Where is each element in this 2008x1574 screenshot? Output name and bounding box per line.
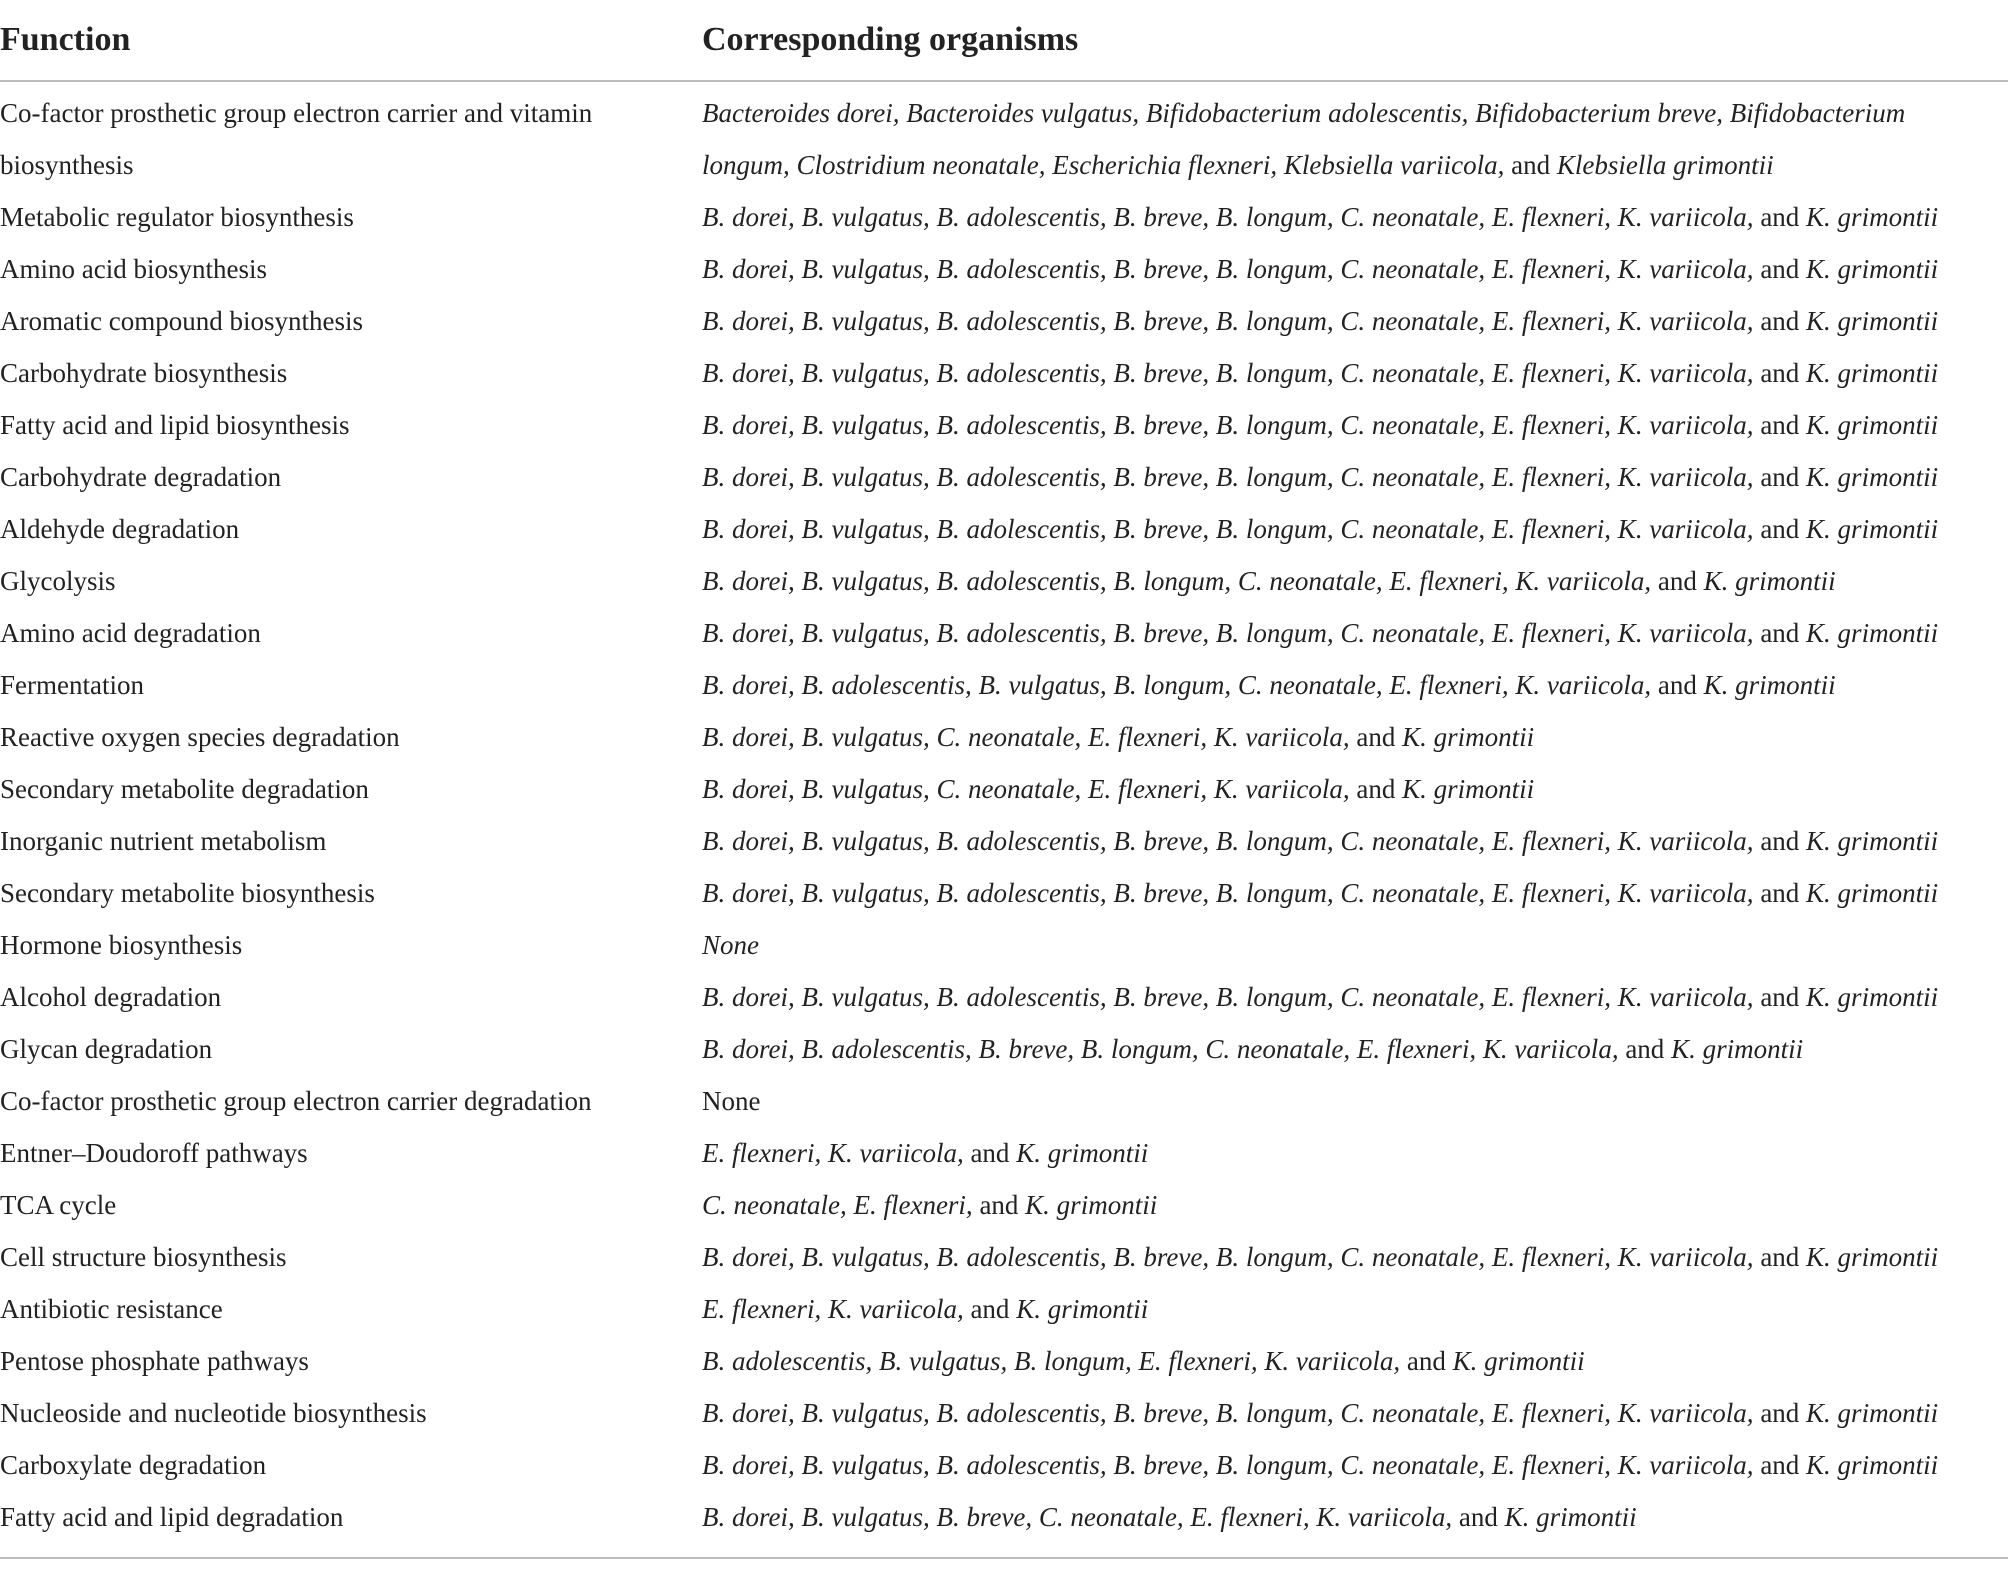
table-body — [0, 82, 2008, 1543]
conjunction: and — [1511, 150, 1551, 180]
organisms-list: E. flexneri, K. variicola, — [702, 1294, 964, 1324]
conjunction: and — [1760, 878, 1800, 908]
organisms-cell — [702, 1439, 2002, 1491]
conjunction: and — [1458, 1502, 1498, 1532]
organisms-list: C. neonatale, E. flexneri, — [702, 1190, 973, 1220]
function-cell: Entner–Doudoroff pathways — [0, 1138, 308, 1168]
column-header-function: Function — [0, 21, 131, 58]
function-cell: Fatty acid and lipid degradation — [0, 1502, 344, 1532]
table-row — [0, 659, 2008, 711]
organisms-cell — [702, 659, 2002, 711]
organisms-cell — [702, 815, 2002, 867]
table-row — [0, 1127, 2008, 1179]
organisms-list: B. dorei, B. adolescentis, B. breve, B. longum, C. neonatale, E. flexneri, K. variicola, — [702, 1034, 1619, 1064]
conjunction: and — [1760, 618, 1800, 648]
conjunction: and — [1760, 462, 1800, 492]
conjunction: and — [1657, 566, 1697, 596]
function-cell: Pentose phosphate pathways — [0, 1346, 309, 1376]
organisms-list: B. dorei, B. adolescentis, B. vulgatus, B. longum, C. neonatale, E. flexneri, K. variicola, — [702, 670, 1652, 700]
organisms-last: K. grimontii — [1806, 878, 1939, 908]
organisms-cell — [702, 1075, 2002, 1127]
table-row — [0, 347, 2008, 399]
conjunction: and — [970, 1138, 1010, 1168]
organisms-list: B. dorei, B. vulgatus, B. adolescentis, B. breve, B. longum, C. neonatale, E. flexneri, K. variicola, — [702, 202, 1754, 232]
conjunction: and — [1760, 826, 1800, 856]
function-cell: Secondary metabolite degradation — [0, 774, 369, 804]
function-cell: Secondary metabolite biosynthesis — [0, 878, 375, 908]
table-row — [0, 243, 2008, 295]
table-row — [0, 711, 2008, 763]
organisms-none: None — [702, 930, 759, 960]
conjunction: and — [1760, 202, 1800, 232]
organisms-cell — [702, 451, 2002, 503]
organisms-list: B. dorei, B. vulgatus, B. adolescentis, B. breve, B. longum, C. neonatale, E. flexneri, K. variicola, — [702, 1242, 1754, 1272]
organisms-last: K. grimontii — [1806, 514, 1939, 544]
function-cell: Reactive oxygen species degradation — [0, 722, 400, 752]
conjunction: and — [1760, 1242, 1800, 1272]
conjunction: and — [1356, 722, 1396, 752]
conjunction: and — [1760, 358, 1800, 388]
conjunction: and — [1760, 254, 1800, 284]
organisms-last: K. grimontii — [1806, 410, 1939, 440]
organisms-list: B. dorei, B. vulgatus, B. adolescentis, B. breve, B. longum, C. neonatale, E. flexneri, K. variicola, — [702, 826, 1754, 856]
organisms-cell — [702, 867, 2002, 919]
organisms-last: K. grimontii — [1806, 202, 1939, 232]
organisms-cell — [702, 1491, 2002, 1543]
function-cell: Fermentation — [0, 670, 144, 700]
table-bottom-rule — [0, 1557, 2008, 1559]
organisms-list: B. dorei, B. vulgatus, B. adolescentis, B. longum, C. neonatale, E. flexneri, K. variicola, — [702, 566, 1652, 596]
organisms-cell — [702, 295, 2002, 347]
function-cell: Carbohydrate biosynthesis — [0, 358, 288, 388]
organisms-last: K. grimontii — [1016, 1138, 1149, 1168]
organisms-list: longum, Clostridium neonatale, Escherichia flexneri, Klebsiella variicola, — [702, 150, 1505, 180]
organisms-last: K. grimontii — [1806, 358, 1939, 388]
organisms-cell — [702, 191, 2002, 243]
organisms-list: B. adolescentis, B. vulgatus, B. longum, E. flexneri, K. variicola, — [702, 1346, 1401, 1376]
organisms-cell — [702, 607, 2002, 659]
conjunction: and — [1760, 1450, 1800, 1480]
organisms-last: K. grimontii — [1806, 1242, 1939, 1272]
organisms-cell — [702, 87, 2002, 191]
function-cell: Antibiotic resistance — [0, 1294, 223, 1324]
function-cell: TCA cycle — [0, 1190, 117, 1220]
organisms-last: K. grimontii — [1504, 1502, 1637, 1532]
organisms-cell — [702, 1127, 2002, 1179]
table-row — [0, 1179, 2008, 1231]
organisms-list: Bacteroides dorei, Bacteroides vulgatus, Bifidobacterium adolescentis, Bifidobacterium breve, Bifidobacterium — [702, 98, 1906, 128]
organisms-last: K. grimontii — [1806, 1398, 1939, 1428]
organisms-last: Klebsiella grimontii — [1556, 150, 1774, 180]
table-row — [0, 555, 2008, 607]
function-cell: Hormone biosynthesis — [0, 930, 243, 960]
table-row — [0, 399, 2008, 451]
organisms-last: K. grimontii — [1016, 1294, 1149, 1324]
table-row — [0, 1335, 2008, 1387]
organisms-cell — [702, 919, 2002, 971]
organisms-last: K. grimontii — [1402, 774, 1535, 804]
organisms-last: K. grimontii — [1806, 826, 1939, 856]
organisms-list: B. dorei, B. vulgatus, B. adolescentis, B. breve, B. longum, C. neonatale, E. flexneri, K. variicola, — [702, 254, 1754, 284]
organisms-list: B. dorei, B. vulgatus, B. adolescentis, B. breve, B. longum, C. neonatale, E. flexneri, K. variicola, — [702, 618, 1754, 648]
organisms-cell — [702, 763, 2002, 815]
function-cell: Cell structure biosynthesis — [0, 1242, 287, 1272]
table-row — [0, 503, 2008, 555]
organisms-cell — [702, 1283, 2002, 1335]
organisms-last: K. grimontii — [1806, 1450, 1939, 1480]
organisms-list: B. dorei, B. vulgatus, B. adolescentis, B. breve, B. longum, C. neonatale, E. flexneri, K. variicola, — [702, 462, 1754, 492]
organisms-none: None — [702, 1086, 761, 1116]
table-row — [0, 867, 2008, 919]
organisms-cell — [702, 1023, 2002, 1075]
conjunction: and — [1760, 410, 1800, 440]
function-cell: Alcohol degradation — [0, 982, 222, 1012]
organisms-last: K. grimontii — [1806, 618, 1939, 648]
function-cell: Carbohydrate degradation — [0, 462, 282, 492]
organisms-list: B. dorei, B. vulgatus, B. adolescentis, B. breve, B. longum, C. neonatale, E. flexneri, K. variicola, — [702, 358, 1754, 388]
table-row — [0, 87, 2008, 191]
function-cell: Co-factor prosthetic group electron carrier and vitamin biosynthesis — [0, 98, 593, 180]
organisms-cell — [702, 347, 2002, 399]
function-cell: Co-factor prosthetic group electron carrier degradation — [0, 1086, 592, 1116]
function-cell: Metabolic regulator biosynthesis — [0, 202, 354, 232]
table-row — [0, 1023, 2008, 1075]
table-row — [0, 1283, 2008, 1335]
table-row — [0, 815, 2008, 867]
conjunction: and — [1625, 1034, 1665, 1064]
table-row — [0, 763, 2008, 815]
organisms-cell — [702, 555, 2002, 607]
table-row — [0, 1231, 2008, 1283]
organisms-list: B. dorei, B. vulgatus, B. adolescentis, B. breve, B. longum, C. neonatale, E. flexneri, K. variicola, — [702, 982, 1754, 1012]
organisms-cell — [702, 1335, 2002, 1387]
organisms-cell — [702, 711, 2002, 763]
function-cell: Fatty acid and lipid biosynthesis — [0, 410, 350, 440]
function-cell: Glycan degradation — [0, 1034, 213, 1064]
conjunction: and — [1657, 670, 1697, 700]
table-header — [0, 0, 2008, 82]
table-row — [0, 971, 2008, 1023]
organisms-last: K. grimontii — [1703, 566, 1836, 596]
organisms-cell — [702, 971, 2002, 1023]
organisms-cell — [702, 1179, 2002, 1231]
organisms-last: K. grimontii — [1806, 254, 1939, 284]
table-row — [0, 295, 2008, 347]
organisms-last: K. grimontii — [1671, 1034, 1804, 1064]
column-header-organisms: Corresponding organisms — [702, 21, 1079, 58]
table-row — [0, 1387, 2008, 1439]
table-row — [0, 451, 2008, 503]
conjunction: and — [979, 1190, 1019, 1220]
organisms-list: B. dorei, B. vulgatus, B. adolescentis, B. breve, B. longum, C. neonatale, E. flexneri, K. variicola, — [702, 1398, 1754, 1428]
function-cell: Glycolysis — [0, 566, 116, 596]
table-row — [0, 919, 2008, 971]
organisms-cell — [702, 1231, 2002, 1283]
conjunction: and — [1760, 514, 1800, 544]
organisms-last: K. grimontii — [1806, 462, 1939, 492]
organisms-list: B. dorei, B. vulgatus, B. adolescentis, B. breve, B. longum, C. neonatale, E. flexneri, K. variicola, — [702, 878, 1754, 908]
organisms-list: B. dorei, B. vulgatus, C. neonatale, E. flexneri, K. variicola, — [702, 774, 1350, 804]
function-cell: Inorganic nutrient metabolism — [0, 826, 327, 856]
table-row — [0, 1075, 2008, 1127]
table-row — [0, 1439, 2008, 1491]
table-row — [0, 1491, 2008, 1543]
organisms-list: B. dorei, B. vulgatus, B. adolescentis, B. breve, B. longum, C. neonatale, E. flexneri, K. variicola, — [702, 1450, 1754, 1480]
organisms-last: K. grimontii — [1703, 670, 1836, 700]
conjunction: and — [1760, 1398, 1800, 1428]
function-cell: Amino acid biosynthesis — [0, 254, 267, 284]
table-row — [0, 191, 2008, 243]
organisms-cell — [702, 1387, 2002, 1439]
function-cell: Amino acid degradation — [0, 618, 261, 648]
table-row — [0, 607, 2008, 659]
conjunction: and — [1356, 774, 1396, 804]
organisms-cell — [702, 243, 2002, 295]
conjunction: and — [970, 1294, 1010, 1324]
function-cell: Aldehyde degradation — [0, 514, 240, 544]
organisms-last: K. grimontii — [1025, 1190, 1158, 1220]
organisms-list: B. dorei, B. vulgatus, B. adolescentis, B. breve, B. longum, C. neonatale, E. flexneri, K. variicola, — [702, 514, 1754, 544]
conjunction: and — [1760, 306, 1800, 336]
function-cell: Nucleoside and nucleotide biosynthesis — [0, 1398, 427, 1428]
organisms-cell — [702, 399, 2002, 451]
organisms-last: K. grimontii — [1402, 722, 1535, 752]
function-cell: Carboxylate degradation — [0, 1450, 267, 1480]
organisms-cell — [702, 503, 2002, 555]
organisms-list: B. dorei, B. vulgatus, C. neonatale, E. flexneri, K. variicola, — [702, 722, 1350, 752]
organisms-list: B. dorei, B. vulgatus, B. breve, C. neonatale, E. flexneri, K. variicola, — [702, 1502, 1453, 1532]
conjunction: and — [1760, 982, 1800, 1012]
conjunction: and — [1406, 1346, 1446, 1376]
organisms-last: K. grimontii — [1806, 982, 1939, 1012]
organisms-list: B. dorei, B. vulgatus, B. adolescentis, B. breve, B. longum, C. neonatale, E. flexneri, K. variicola, — [702, 306, 1754, 336]
organisms-list: E. flexneri, K. variicola, — [702, 1138, 964, 1168]
function-cell: Aromatic compound biosynthesis — [0, 306, 363, 336]
organisms-list: B. dorei, B. vulgatus, B. adolescentis, B. breve, B. longum, C. neonatale, E. flexneri, K. variicola, — [702, 410, 1754, 440]
organisms-last: K. grimontii — [1806, 306, 1939, 336]
organisms-last: K. grimontii — [1452, 1346, 1585, 1376]
